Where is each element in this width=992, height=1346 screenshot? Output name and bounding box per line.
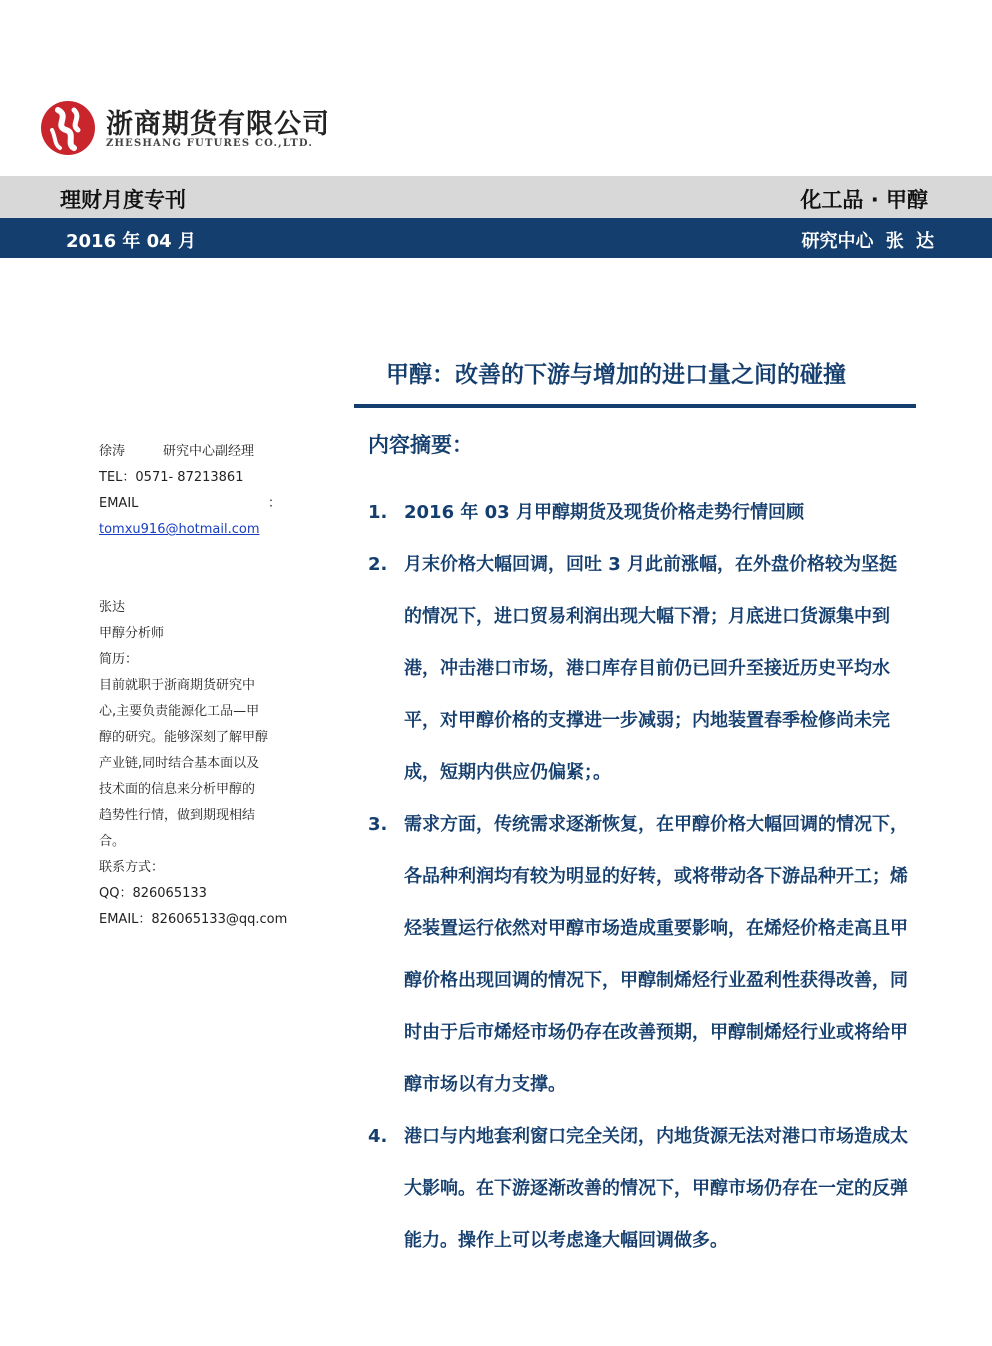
report-author-line: 研究中心 张 达 bbox=[801, 231, 934, 252]
resume-line: 技术面的信息来分析甲醇的 bbox=[99, 782, 256, 797]
header-band-grey bbox=[0, 176, 992, 218]
publication-title: 理财月度专刊 bbox=[60, 188, 186, 212]
analyst1-name: 徐涛 bbox=[99, 444, 126, 459]
analyst1-email-label: EMAIL bbox=[99, 496, 139, 511]
analyst2-name: 张达 bbox=[99, 600, 126, 615]
header-band-blue bbox=[0, 218, 992, 258]
analyst2-contact-label: 联系方式： bbox=[99, 860, 165, 875]
summary-item-text: 港口与内地套利窗口完全关闭，内地货源无法对港口市场造成太大影响。在下游逐渐改善的情况下，甲醇市场仍存在一定的反弹能力。操作上可以考虑逢大幅回调做多。 bbox=[404, 1126, 908, 1251]
analyst1-title: 研究中心副经理 bbox=[163, 444, 255, 459]
report-title: 甲醇：改善的下游与增加的进口量之间的碰撞 bbox=[386, 362, 846, 388]
analyst1-email-link[interactable]: tomxu916@hotmail.com bbox=[99, 522, 260, 537]
analyst1-email-row bbox=[99, 520, 260, 540]
summary-item-text: 月末价格大幅回调，回吐 3 月此前涨幅，在外盘价格较为坚挺的情况下，进口贸易利润出现大幅下滑；月底进口货源集中到港，冲击港口市场，港口库存目前仍已回升至接近历史平均水平，对甲醇价格的支撑进一步减弱；内地装置春季检修尚未完成，短期内供应仍偏紧；。 bbox=[404, 554, 898, 783]
report-date: 2016 年 04 月 bbox=[66, 231, 196, 252]
summary-item-number: 4. bbox=[368, 1126, 388, 1147]
analyst1-tel: TEL：0571- 87213861 bbox=[99, 470, 244, 485]
title-divider bbox=[354, 404, 916, 408]
resume-line: 醇的研究。能够深刻了解甲醇 bbox=[99, 730, 269, 745]
resume-line: 目前就职于浙商期货研究中 bbox=[99, 678, 256, 693]
company-logo-icon bbox=[40, 100, 96, 156]
resume-line: 趋势性行情，做到期现相结 bbox=[99, 808, 256, 823]
analyst1-email-label-row bbox=[99, 494, 281, 514]
summary-heading: 内容摘要： bbox=[368, 433, 473, 457]
summary-item-number: 2. bbox=[368, 554, 388, 575]
analyst2-title: 甲醇分析师 bbox=[99, 626, 165, 641]
summary-item-text: 需求方面，传统需求逐渐恢复，在甲醇价格大幅回调的情况下，各品种利润均有较为明显的好转，或将带动各下游品种开工；烯烃装置运行依然对甲醇市场造成重要影响，在烯烃价格走高且甲醇价格出现回调的情况下，甲醇制烯烃行业盈利性获得改善，同时由于后市烯烃市场仍存在改善预期，甲醇制烯烃行业或将给甲醇市场以有力支撑。 bbox=[404, 814, 908, 1095]
summary-item-number: 1. bbox=[368, 502, 388, 523]
resume-line: 合。 bbox=[99, 834, 126, 849]
report-category: 化工品 · 甲醇 bbox=[800, 188, 928, 212]
summary-item-text: 2016 年 03 月甲醇期货及现货价格走势行情回顾 bbox=[404, 502, 804, 523]
summary-item-number: 3. bbox=[368, 814, 388, 835]
analyst2-resume-label: 简历： bbox=[99, 652, 139, 667]
company-name-en: ZHESHANG FUTURES CO.,LTD. bbox=[106, 138, 314, 149]
analyst1-header bbox=[99, 442, 254, 462]
resume-line: 产业链,同时结合基本面以及 bbox=[99, 756, 260, 771]
resume-line: 心,主要负责能源化工品—甲 bbox=[99, 704, 260, 719]
company-name-cn: 浙商期货有限公司 bbox=[106, 109, 330, 140]
company-logo bbox=[40, 100, 330, 160]
analyst2-email: EMAIL：826065133@qq.com bbox=[99, 912, 288, 927]
analyst2-qq: QQ：826065133 bbox=[99, 886, 207, 901]
analyst1-email-colon: ： bbox=[267, 496, 281, 511]
